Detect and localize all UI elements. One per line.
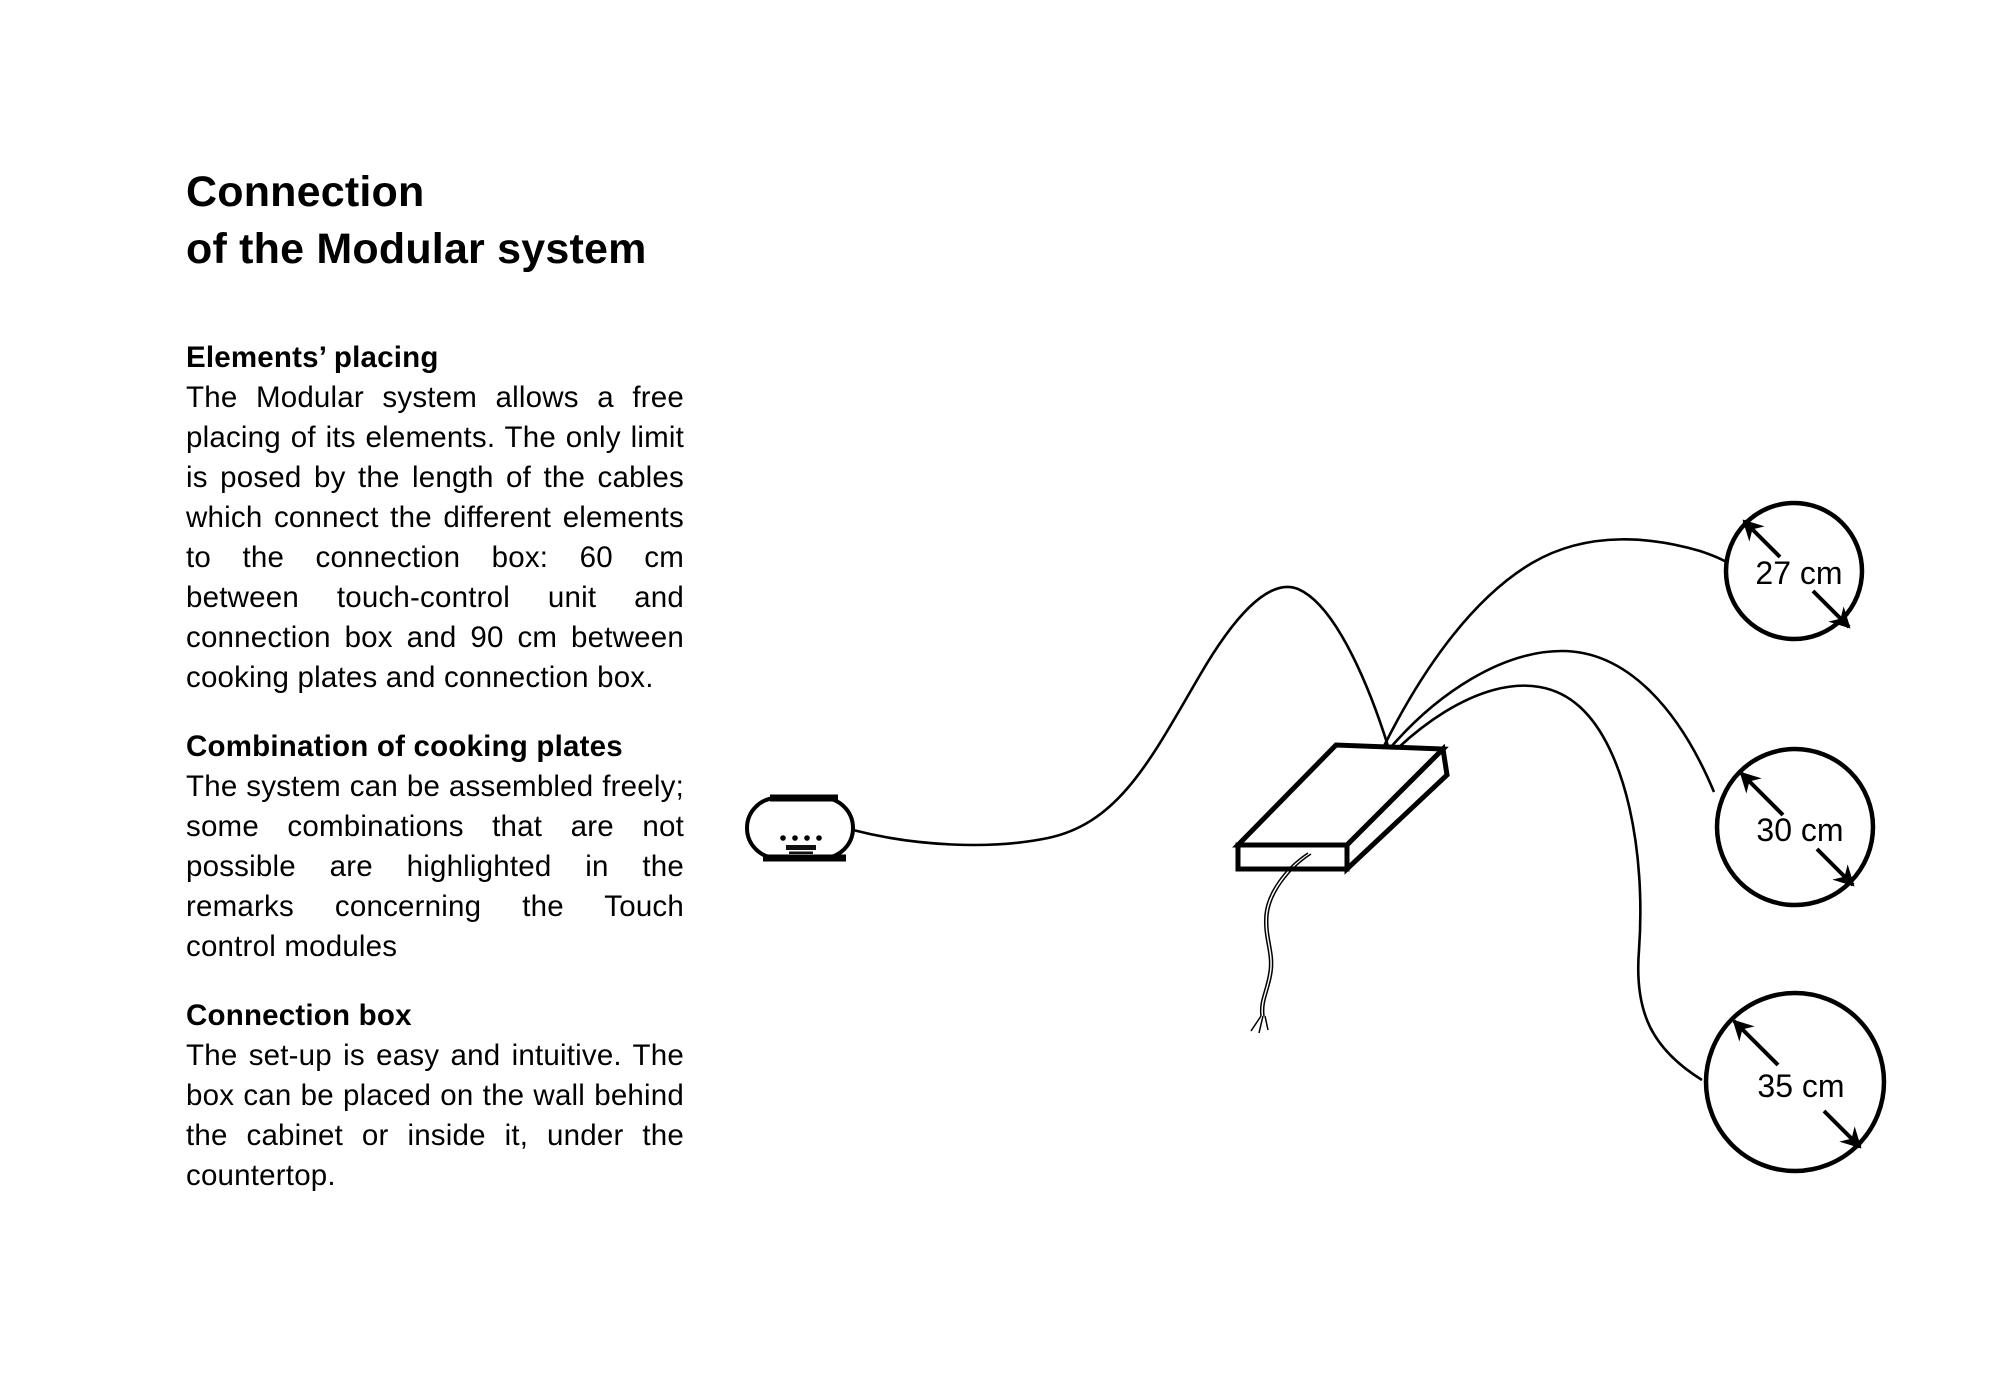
section-heading: Combination of cooking plates	[186, 730, 623, 763]
dimension-circle-27cm	[1726, 503, 1862, 639]
power-cord-frayed-end	[1251, 1016, 1268, 1033]
cable-35cm	[1398, 686, 1702, 1080]
section-body: The set-up is easy and intuitive. The box can be placed on the wall behind the cabinet or inside it, under the countertop.	[186, 1039, 684, 1192]
section-body: The system can be assembled freely; some combinations that are not possible are highlighted in the remarks concerning the Touch control modules	[186, 770, 684, 963]
power-cord	[1251, 853, 1311, 1033]
dimension-circle-30cm	[1717, 749, 1873, 905]
dimension-label-27cm: 27 cm	[1755, 555, 1843, 591]
section-body: The Modular system allows a free placing of its elements. The only limit is posed by the length of the cables which connect the different elements to the connection box: 60 cm between touch-control unit and connection box and 90 cm between cooking plates and connection box.	[186, 381, 684, 694]
section-heading: Connection box	[186, 999, 412, 1032]
touch-control-logo	[786, 845, 816, 854]
touch-control-unit	[747, 798, 853, 858]
connection-box	[1238, 745, 1447, 869]
dimension-label-35cm: 35 cm	[1757, 1068, 1845, 1104]
page-title-line2: of the Modular system	[186, 225, 647, 273]
page-title-line1: Connection	[186, 168, 425, 216]
dimension-label-30cm: 30 cm	[1756, 812, 1844, 848]
dimension-circle-35cm	[1706, 993, 1884, 1171]
section-heading: Elements’ placing	[186, 341, 439, 374]
cable-27cm	[1384, 539, 1728, 746]
